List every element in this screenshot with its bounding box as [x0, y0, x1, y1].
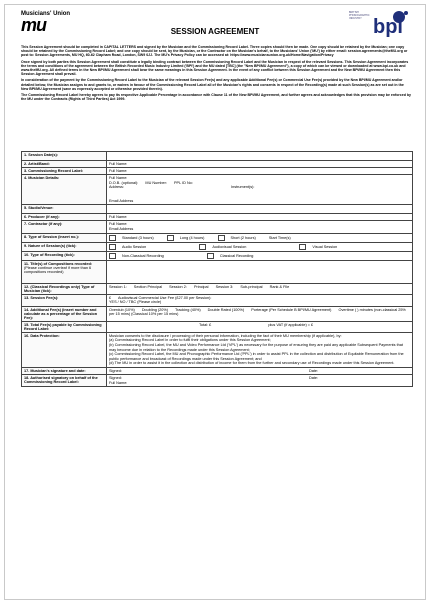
double-rated-label: Double Rated (100%): [207, 307, 245, 312]
form-row-session-nature: [22, 242, 413, 251]
page-title: SESSION AGREEMENT: [170, 27, 260, 36]
doubling-label: Doubling (20%): [141, 307, 168, 312]
form-row-studio: [22, 205, 413, 214]
porterage-label: Porterage (Per Schedule B BPI/MU Agreement): [251, 307, 332, 312]
row-label-session-fees: 13. Session Fee(s):: [22, 294, 107, 306]
row-label-label-signatory: 18. Authorised signatory on behalf of the Commissioning Record Label:: [22, 374, 107, 386]
address-label: Address:: [109, 185, 124, 190]
instruments-label: Instrument(s):: [231, 185, 255, 190]
form-row-session-dates: [22, 152, 413, 161]
compositions-note: (Please continue overleaf if more than 6 compositions recorded): [24, 265, 92, 274]
non-classical-label: Non-Classical Recording: [122, 253, 164, 258]
record-label-field[interactable]: [107, 168, 413, 175]
signatory-full-name-label: Full Name:: [109, 380, 128, 385]
studio-field[interactable]: [107, 205, 413, 214]
row-label-contractor: 7. Contractor (if any):: [22, 221, 107, 233]
row-label-musician-type: 12. (Classical Recordings only) Type of Musician (tick):: [22, 283, 107, 294]
session-fees-field[interactable]: [107, 294, 413, 306]
mu-logo-big-text: mu: [21, 15, 46, 35]
session-dates-field[interactable]: [107, 152, 413, 161]
total-fees-field[interactable]: [107, 321, 413, 332]
row-label-compositions: [22, 260, 107, 283]
long-checkbox[interactable]: [167, 235, 174, 241]
mu-logo-small-text: Musicians' Union: [21, 11, 71, 17]
classical-checkbox[interactable]: [207, 253, 214, 259]
non-classical-checkbox[interactable]: [109, 253, 116, 259]
musician-full-name-label: Full Name:: [109, 176, 128, 180]
row-label-musician-details: 4. Musician Details:: [22, 175, 107, 205]
agreement-form-table: [21, 151, 413, 387]
overdub-label: Overdub (10%): [109, 307, 135, 312]
audiovisual-checkbox[interactable]: [199, 244, 206, 250]
label-signatory-field[interactable]: [107, 374, 413, 386]
form-row-additional-fees: [22, 306, 413, 321]
intro-paragraph-4: The Commissioning Record Label hereby agrees to pay its respective Applicable Percentage in accordance with Clause 11 of the New BPI/MU Agreement, and further agrees and acknowledges that this provision may be enforced by the MU under the Contracts (Rights of Third Parties) Act 1999.: [21, 93, 412, 102]
form-row-musician-details: [22, 175, 413, 205]
audio-checkbox[interactable]: [109, 244, 116, 250]
overtime-label: Overtime ( ) minutes (non-classical 25% per 15 mins) (Classical 10% per 15 mins): [109, 307, 406, 316]
form-row-artist: [22, 161, 413, 168]
email-label: Email Address: [109, 198, 134, 203]
row-label-artist: 2. Artist/Band:: [22, 161, 107, 168]
bpi-logo-subtitle: BRITISH PHONOGRAPHIC INDUSTRY: [349, 11, 370, 20]
form-row-total-fees: [22, 321, 413, 332]
intro-text: [21, 45, 411, 104]
row-label-producer: 6. Producer (if any):: [22, 214, 107, 221]
intro-paragraph-3: In consideration of the payment by the Commissioning Record Label to the Musician of the relevant Session Fee(s) and any applicable Additional Fee(s) or Commercial Use Fee(s) provided by the New BPI/MU Agreement and/or detailed below, the Musician assigns to and grants to, or waives in favour of the Commissioning Record Label all of the Musician's rights and consents in respect of the Recording(s) made at such Session(s) as are set out in the New BPI/MU Agreement (save as expressly accepted or otherwise provided therein).: [21, 78, 404, 91]
tracking-label: Tracking (40%): [174, 307, 201, 312]
classical-label: Classical Recording: [219, 253, 254, 258]
start-time-label: Start Time(s): [268, 235, 291, 240]
dp-item-a: (a) Commissioning Record Label in order to fulfil their obligations under this Session Agreement;: [109, 338, 271, 343]
signatory-date-label: Date:: [308, 375, 319, 380]
dp-intro: Musician consents to the disclosure / processing of their personal information, including the fact of their MU membership (if applicable), by:: [109, 333, 342, 338]
short-checkbox[interactable]: [218, 235, 225, 241]
form-row-recording-type: [22, 251, 413, 260]
session-agreement-page: [4, 4, 426, 600]
contractor-field[interactable]: [107, 221, 413, 233]
short-label: Short (2 hours): [230, 235, 256, 240]
standard-checkbox[interactable]: [109, 235, 116, 241]
audio-label: Audio Session: [122, 244, 147, 249]
address-blank: [109, 190, 410, 199]
row-label-total-fees: 15. Total Fee(s) payable by Commissioning Record Label:: [22, 321, 107, 332]
principal-label: Principal: [193, 284, 209, 289]
dp-item-c: (c) Commissioning Record Label, the MU and Phonographic Performance Ltd ('PPL') in order to assist PPL in the collection and distribution of Equitable Remuneration from the public performance and broadcast of Recordings made under this Session Agreement; and: [109, 352, 404, 361]
form-row-compositions: [22, 260, 413, 283]
dp-item-d: (d) The MU in order to assist it in the collection and distribution of income for them from the further and secondary use of Recordings made under this Session Agreement.: [109, 361, 395, 366]
section-principal-label: Section Principal: [133, 284, 163, 289]
bpi-logo-text: bpi: [373, 16, 403, 37]
mu-number-label: MU Number:: [145, 180, 167, 185]
visual-checkbox[interactable]: [299, 244, 306, 250]
form-row-session-type: [22, 233, 413, 242]
sub-principal-label: Sub-principal: [240, 284, 263, 289]
producer-full-name-label: Full Name:: [109, 215, 128, 220]
audiovisual-label: Audiovisual Session: [212, 244, 247, 249]
recording-type-field: [107, 251, 413, 260]
signatory-signed-label: Signed:: [109, 375, 122, 380]
standard-label: Standard (3 hours): [122, 235, 154, 240]
musician-type-field: [107, 283, 413, 294]
artist-field[interactable]: [107, 161, 413, 168]
form-row-record-label: [22, 168, 413, 175]
label-full-name-label: Full Name:: [109, 169, 128, 173]
producer-field[interactable]: [107, 214, 413, 221]
bpi-logo-mark-icon: [371, 9, 411, 37]
contractor-full-name-label: Full Name:: [109, 222, 128, 227]
visual-label: Visual Session: [312, 244, 338, 249]
fee-currency-symbol: £: [109, 295, 112, 300]
form-row-contractor: [22, 221, 413, 233]
row-label-additional-fees: 14. Additional Fee(s) (insert number and calculate as a percentage of the Session Fee):: [22, 306, 107, 321]
row-label-data-protection: 16. Data Protection:: [22, 332, 107, 367]
session-2-label: Session 2:: [169, 284, 187, 289]
form-row-label-signatory: [22, 374, 413, 386]
session-type-field: [107, 233, 413, 242]
ppl-id-label: PPL ID No:: [174, 180, 193, 185]
header: [5, 5, 425, 43]
row-label-session-type: 8. Type of Session (insert no.):: [22, 233, 107, 242]
contractor-email-label: Email Address: [109, 226, 134, 231]
row-label-record-label: 3. Commissioning Record Label:: [22, 168, 107, 175]
dob-label: D.O.B. (optional):: [109, 180, 139, 185]
total-label: Total: £: [199, 322, 212, 327]
form-row-data-protection: [22, 332, 413, 367]
rank-file-label: Rank & File: [269, 284, 290, 289]
long-label: Long (4 hours): [179, 235, 205, 240]
row-label-studio: 5. Studio/Venue:: [22, 205, 107, 214]
musician-signed-label: Signed:: [109, 368, 122, 373]
musician-signature-field[interactable]: [107, 367, 413, 374]
additional-fees-field: [107, 306, 413, 321]
musician-date-label: Date:: [308, 368, 319, 373]
plus-vat-label: plus VAT (if applicable) = £: [268, 322, 314, 327]
artist-full-name-label: Full Name:: [109, 162, 128, 166]
row-label-session-nature: 9. Nature of Session(s) (tick):: [22, 242, 107, 251]
session-3-label: Session 3:: [215, 284, 234, 289]
form-row-session-fees: [22, 294, 413, 306]
row-label-recording-type: 10. Type of Recording (tick):: [22, 251, 107, 260]
musician-details-field[interactable]: [107, 175, 413, 205]
session-1-label: Session 1:: [109, 284, 127, 289]
yes-no-label: YES / NO / TBC (Please circle): [109, 300, 162, 305]
compositions-label: 11. Title(s) of Compositions recorded:: [24, 261, 93, 266]
form-row-producer: [22, 214, 413, 221]
row-label-musician-signature: 17. Musician's signature and date:: [22, 367, 107, 374]
form-row-musician-signature: [22, 367, 413, 374]
data-protection-text: [107, 332, 413, 367]
av-fee-label: Audiovisual Commercial Use Fee (£27.00 per Session):: [117, 295, 212, 300]
session-nature-field: [107, 242, 413, 251]
form-row-musician-type: [22, 283, 413, 294]
bpi-logo: [349, 9, 411, 37]
intro-paragraph-2: Once signed by both parties this Session Agreement shall constitute a legally binding contract between the Commissioning Record Label and the Musician in respect of the relevant Sessions. This Session Agreement incorporates the terms and conditions of the agreement between the British Recorded Music Industry Limited ('BPI') and the MU dated [TBC] (the "New BPI/MU Agreement"), a copy of which can be viewed or downloaded at www.bpi.co.uk and www.theMU.org. All defined terms in the New BPI/MU Agreement shall bear the same meanings in this Session Agreement. In the event of any conflict between this Session Agreement and the New BPI/MU Agreement then this Session Agreement shall prevail.: [21, 59, 409, 76]
intro-paragraph-1: This Session Agreement should be completed in CAPITAL LETTERS and signed by the Musician and the Commissioning Record Label. Three copies should then be made. One copy should be retained by the Musician; one copy should be retained by the Commissioning Record Label; and one copy should be sent, by the Musician, or the Contractor on the Musician's behalf, to the Musicians' Union ('MU') by either email: session.agreements@theMU.org or post to: Session Agreements, MU HQ, 60-62 Clapham Road, London, SW9 0JJ. The MU's Privacy Policy can be accessed at: https://www.musiciansunion.org.uk/Home/Navigation/Privacy: [21, 45, 408, 58]
compositions-field[interactable]: [107, 260, 413, 283]
row-label-session-dates: 1. Session Date(s):: [22, 152, 107, 161]
dp-item-b: (b) Commissioning Record Label, the MU and Video Performance Ltd ('VPL') as necessary for the purpose of ensuring they are paid any applicable Subsequent Payments that may become due in relation to the Recordings made under this Session Agreement;: [109, 342, 403, 352]
